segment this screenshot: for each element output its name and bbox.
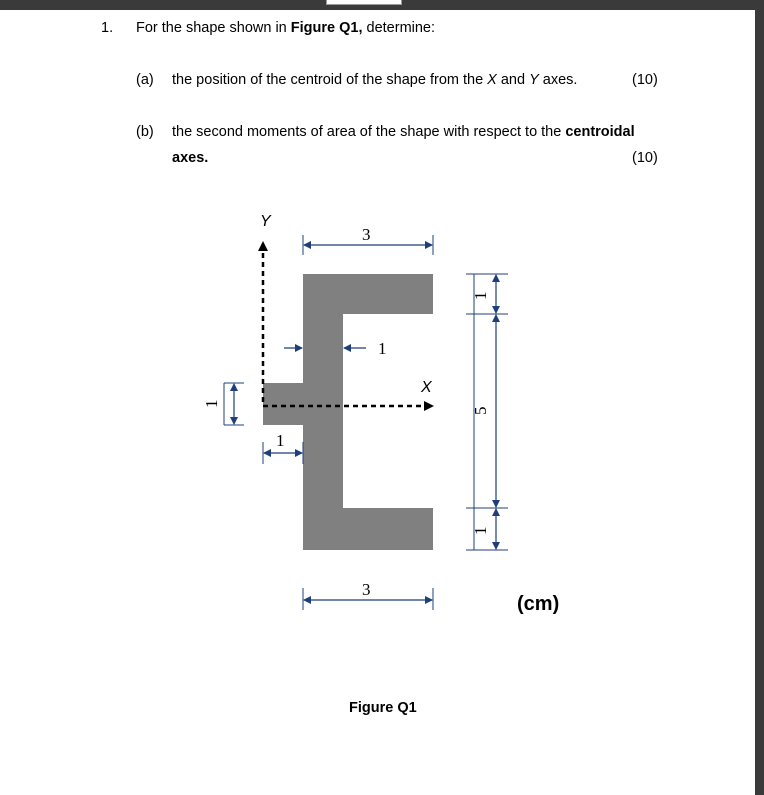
part-b-text-start: the second moments of area of the shape with respect to the xyxy=(172,124,566,140)
part-a-marks: (10) xyxy=(632,72,658,88)
figure-q1 xyxy=(0,10,755,795)
part-a-label: (a) xyxy=(136,72,154,88)
part-a-axis-y: Y xyxy=(529,72,539,88)
y-axis-label: Y xyxy=(260,213,271,230)
units-label: (cm) xyxy=(517,593,560,615)
part-b-marks: (10) xyxy=(632,150,658,166)
bottom-flange-label: 1 xyxy=(471,526,490,535)
x-axis-label: X xyxy=(421,379,432,396)
intro-text: For the shape shown in xyxy=(136,20,291,36)
document-page xyxy=(0,10,755,795)
stub-width-label: 1 xyxy=(276,431,285,450)
shape-cross-section xyxy=(263,274,433,550)
figure-caption: Figure Q1 xyxy=(349,700,417,716)
part-b-label: (b) xyxy=(136,124,154,140)
bottom-width-label: 3 xyxy=(362,580,371,599)
intro-text-end: determine: xyxy=(362,20,436,36)
part-a-text-mid: and xyxy=(496,72,530,88)
part-a-text-start: the position of the centroid of the shape from the xyxy=(172,72,488,88)
top-flange-label: 1 xyxy=(471,291,490,300)
part-a-axis-x: X xyxy=(487,72,497,88)
window-tab-notch xyxy=(326,0,402,5)
stub-height-label: 1 xyxy=(202,399,221,408)
web-thickness-label: 1 xyxy=(378,339,387,358)
part-b-text-line2: axes. xyxy=(172,150,209,166)
part-b-text-bold: centroidal xyxy=(565,124,635,140)
top-width-label: 3 xyxy=(362,225,371,244)
web-height-label: 5 xyxy=(471,406,490,415)
part-a-text-end: axes. xyxy=(538,72,578,88)
intro-figure-ref: Figure Q1, xyxy=(290,20,363,36)
question-number: 1. xyxy=(101,20,114,36)
